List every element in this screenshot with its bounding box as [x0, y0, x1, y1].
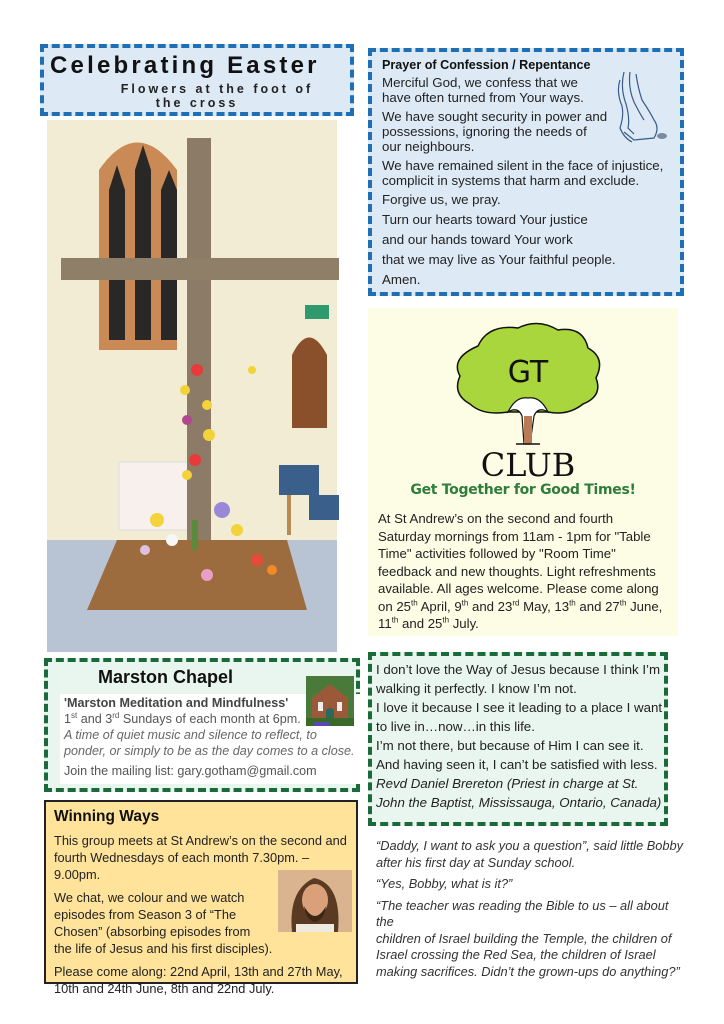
joke-paragraph: “The teacher was reading the Bible to us – all about the children of Israel building the Temple, the children of Israel crossing the Red Sea, the children of Israel making sacrifices. Didn’t the grown-ups do anything?”	[376, 897, 680, 979]
winning-ways-paragraph: Please come along: 22nd April, 13th and 27th May, 10th and 24th June, 8th and 22nd July.	[54, 964, 343, 996]
marston-schedule: 1st and 3rd Sundays of each month at 6pm.	[64, 710, 301, 726]
quote-line: I’m not there, but because of Him I can see it.	[376, 738, 644, 753]
quote-line: And having seen it, I can’t be satisfied with less.	[376, 757, 658, 772]
winning-ways-box	[44, 800, 358, 996]
quote-line: I don’t love the Way of Jesus because I think I’m	[376, 662, 661, 677]
quote-line: I love it because I see it leading to a place I want	[376, 700, 663, 715]
winning-ways-paragraph: We chat, we colour and we watch episodes from Season 3 of “The Chosen” (absorbing episodes from the life of Jesus and his first disciples).	[54, 890, 273, 956]
joke-text	[376, 838, 686, 985]
prayer-line: and our hands toward Your work	[382, 232, 573, 247]
gt-description	[378, 510, 670, 633]
page-subtitle	[44, 82, 350, 110]
jesus-portrait-photo	[278, 870, 352, 932]
marston-mailing-list: Join the mailing list: gary.gotham@gmail.com	[64, 764, 317, 778]
prayer-line: our neighbours.	[382, 139, 475, 154]
gt-line: feedback and new thoughts. Light refreshments	[378, 563, 656, 579]
gt-tagline: Get Together for Good Times!	[410, 482, 636, 498]
marston-title: Marston Chapel	[98, 667, 234, 687]
gt-line: Time" activities followed by "Room Time"	[378, 546, 616, 561]
quote-line: walking it perfectly. I know I’m not.	[376, 681, 577, 696]
prayer-line: possessions, ignoring the needs of	[382, 124, 587, 139]
quote-box	[368, 652, 668, 826]
prayer-paragraph-3	[382, 158, 680, 188]
prayer-line: Forgive us, we pray.	[382, 192, 501, 207]
prayer-line: We have remained silent in the face of injustice,	[382, 158, 664, 173]
page-title: Celebrating Easter	[50, 52, 320, 79]
cross-photo-illustration	[47, 120, 353, 652]
club-logo-text: CLUB	[480, 446, 576, 481]
subtitle-line: Flowers at the foot of	[120, 82, 314, 96]
cross-with-flowers-photo	[47, 120, 353, 652]
prayer-line: Turn our hearts toward Your justice	[382, 212, 588, 227]
marston-description: ponder, or simply to be as the day comes to a close.	[64, 744, 355, 758]
winning-ways-paragraph: This group meets at St Andrew’s on the second and fourth Wednesdays of each month 7.30pm. – 9.00pm.	[54, 833, 347, 882]
gt-club-box	[368, 308, 678, 636]
gt-line: Saturday mornings from 11am - 1pm for "Table	[378, 528, 651, 544]
gt-logo-text: GT	[507, 355, 549, 390]
joke-paragraph: “Yes, Bobby, what is it?”	[376, 876, 513, 891]
gt-club-logo	[438, 316, 618, 481]
prayer-line: have often turned from Your ways.	[382, 90, 584, 105]
prayer-line: Merciful God, we confess that we	[382, 75, 578, 90]
winning-ways-title: Winning Ways	[54, 808, 160, 825]
title-box	[40, 44, 354, 116]
prayer-line: We have sought security in power and	[382, 109, 608, 124]
prayer-box	[368, 48, 684, 296]
joke-paragraph: “Daddy, I want to ask you a question”, said little Bobby after his first day at Sunday school.	[376, 838, 684, 870]
gt-line: available. All ages welcome. Please come along	[378, 581, 659, 596]
prayer-title: Prayer of Confession / Repentance	[382, 58, 591, 72]
prayer-line: complicit in systems that harm and exclude.	[382, 173, 640, 188]
praying-hands-icon	[610, 68, 670, 146]
marston-description: A time of quiet music and silence to reflect, to	[64, 728, 317, 742]
gt-dates-line: 11th and 25th July.	[378, 615, 479, 631]
subtitle-line: the cross	[155, 96, 239, 110]
prayer-line: Amen.	[382, 272, 421, 287]
prayer-line: that we may live as Your faithful people.	[382, 252, 616, 267]
chapel-photo	[306, 676, 354, 726]
gt-dates-line: on 25th April, 9th and 23rd May, 13th and 27th June,	[378, 598, 663, 614]
marston-chapel-box	[44, 658, 360, 792]
quote-attribution: John the Baptist, Mississauga, Ontario, Canada)	[376, 795, 662, 810]
quote-attribution: Revd Daniel Brereton (Priest in charge at St.	[376, 776, 639, 791]
gt-line: At St Andrew’s on the second and fourth	[378, 511, 614, 526]
quote-line: to live in…now…in this life.	[376, 719, 535, 734]
marston-subtitle: 'Marston Meditation and Mindfulness'	[64, 696, 289, 710]
